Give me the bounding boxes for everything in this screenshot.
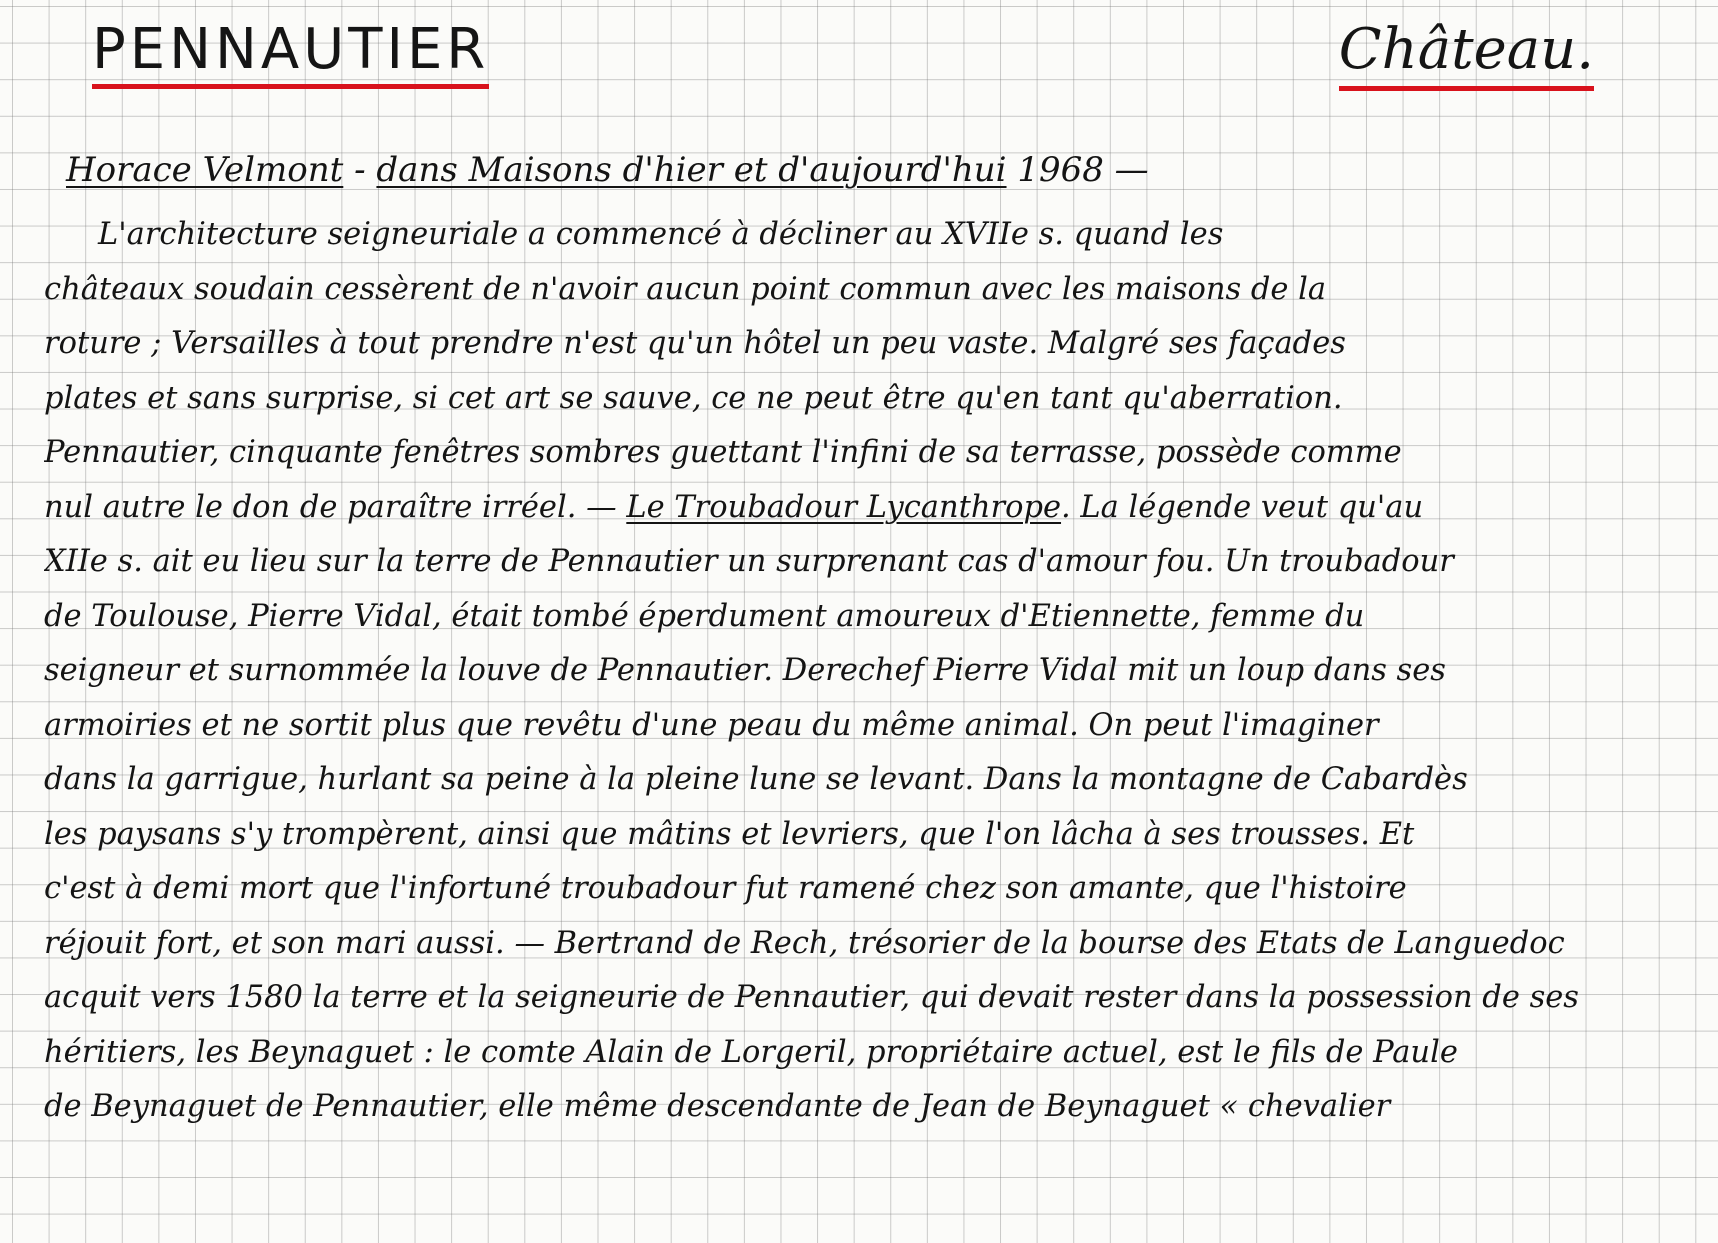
category-title: Château. bbox=[1339, 22, 1594, 91]
source-year: 1968 — bbox=[1006, 150, 1149, 190]
text-line: seigneur et surnommée la louve de Pennautier. Derechef Pierre Vidal mit un loup dans ses bbox=[44, 653, 1446, 688]
source-citation bbox=[66, 152, 1149, 189]
text-line: XIIe s. ait eu lieu sur la terre de Pennautier un surprenant cas d'amour fou. Un troubadour bbox=[44, 544, 1454, 579]
text-line: Pennautier, cinquante fenêtres sombres guettant l'infini de sa terrasse, possède comme bbox=[44, 435, 1402, 470]
text-segment: . La légende veut qu'au bbox=[1061, 489, 1424, 525]
source-work: dans Maisons d'hier et d'aujourd'hui bbox=[376, 150, 1007, 190]
text-line: armoiries et ne sortit plus que revêtu d'une peau du même animal. On peut l'imaginer bbox=[44, 707, 1379, 743]
text-line: roture ; Versailles à tout prendre n'est qu'un hôtel un peu vaste. Malgré ses façades bbox=[44, 326, 1346, 361]
text-line: les paysans s'y trompèrent, ainsi que mâtins et levriers, que l'on lâcha à ses trousses. Et bbox=[44, 816, 1415, 852]
text-line: de Toulouse, Pierre Vidal, était tombé éperdument amoureux d'Etiennette, femme du bbox=[44, 598, 1365, 634]
text-line: héritiers, les Beynaguet : le comte Alain de Lorgeril, propriétaire actuel, est le fils de Paule bbox=[44, 1034, 1458, 1070]
handwritten-text bbox=[44, 208, 1684, 1135]
text-line: acquit vers 1580 la terre et la seigneurie de Pennautier, qui devait rester dans la possession de ses bbox=[44, 980, 1579, 1015]
town-title: PENNAUTIER bbox=[92, 22, 489, 89]
source-separator: - bbox=[343, 150, 377, 190]
text-line: c'est à demi mort que l'infortuné troubadour fut ramené chez son amante, que l'histoire bbox=[44, 871, 1407, 906]
text-line bbox=[44, 481, 1684, 536]
text-line: réjouit fort, et son mari aussi. — Bertrand de Rech, trésorier de la bourse des Etats de Languedoc bbox=[44, 925, 1565, 961]
section-heading: Le Troubadour Lycanthrope bbox=[626, 489, 1062, 525]
text-line: châteaux soudain cessèrent de n'avoir aucun point commun avec les maisons de la bbox=[44, 271, 1327, 307]
source-author: Horace Velmont bbox=[66, 150, 344, 190]
text-line: dans la garrigue, hurlant sa peine à la pleine lune se levant. Dans la montagne de Cabardès bbox=[44, 762, 1468, 797]
text-segment: nul autre le don de paraître irréel. — bbox=[44, 489, 627, 525]
text-line: de Beynaguet de Pennautier, elle même descendante de Jean de Beynaguet « chevalier bbox=[44, 1089, 1391, 1124]
text-line: plates et sans surprise, si cet art se sauve, ce ne peut être qu'en tant qu'aberration. bbox=[44, 380, 1343, 416]
text-line: L'architecture seigneuriale a commencé à décliner au XVIIe s. quand les bbox=[98, 217, 1224, 252]
